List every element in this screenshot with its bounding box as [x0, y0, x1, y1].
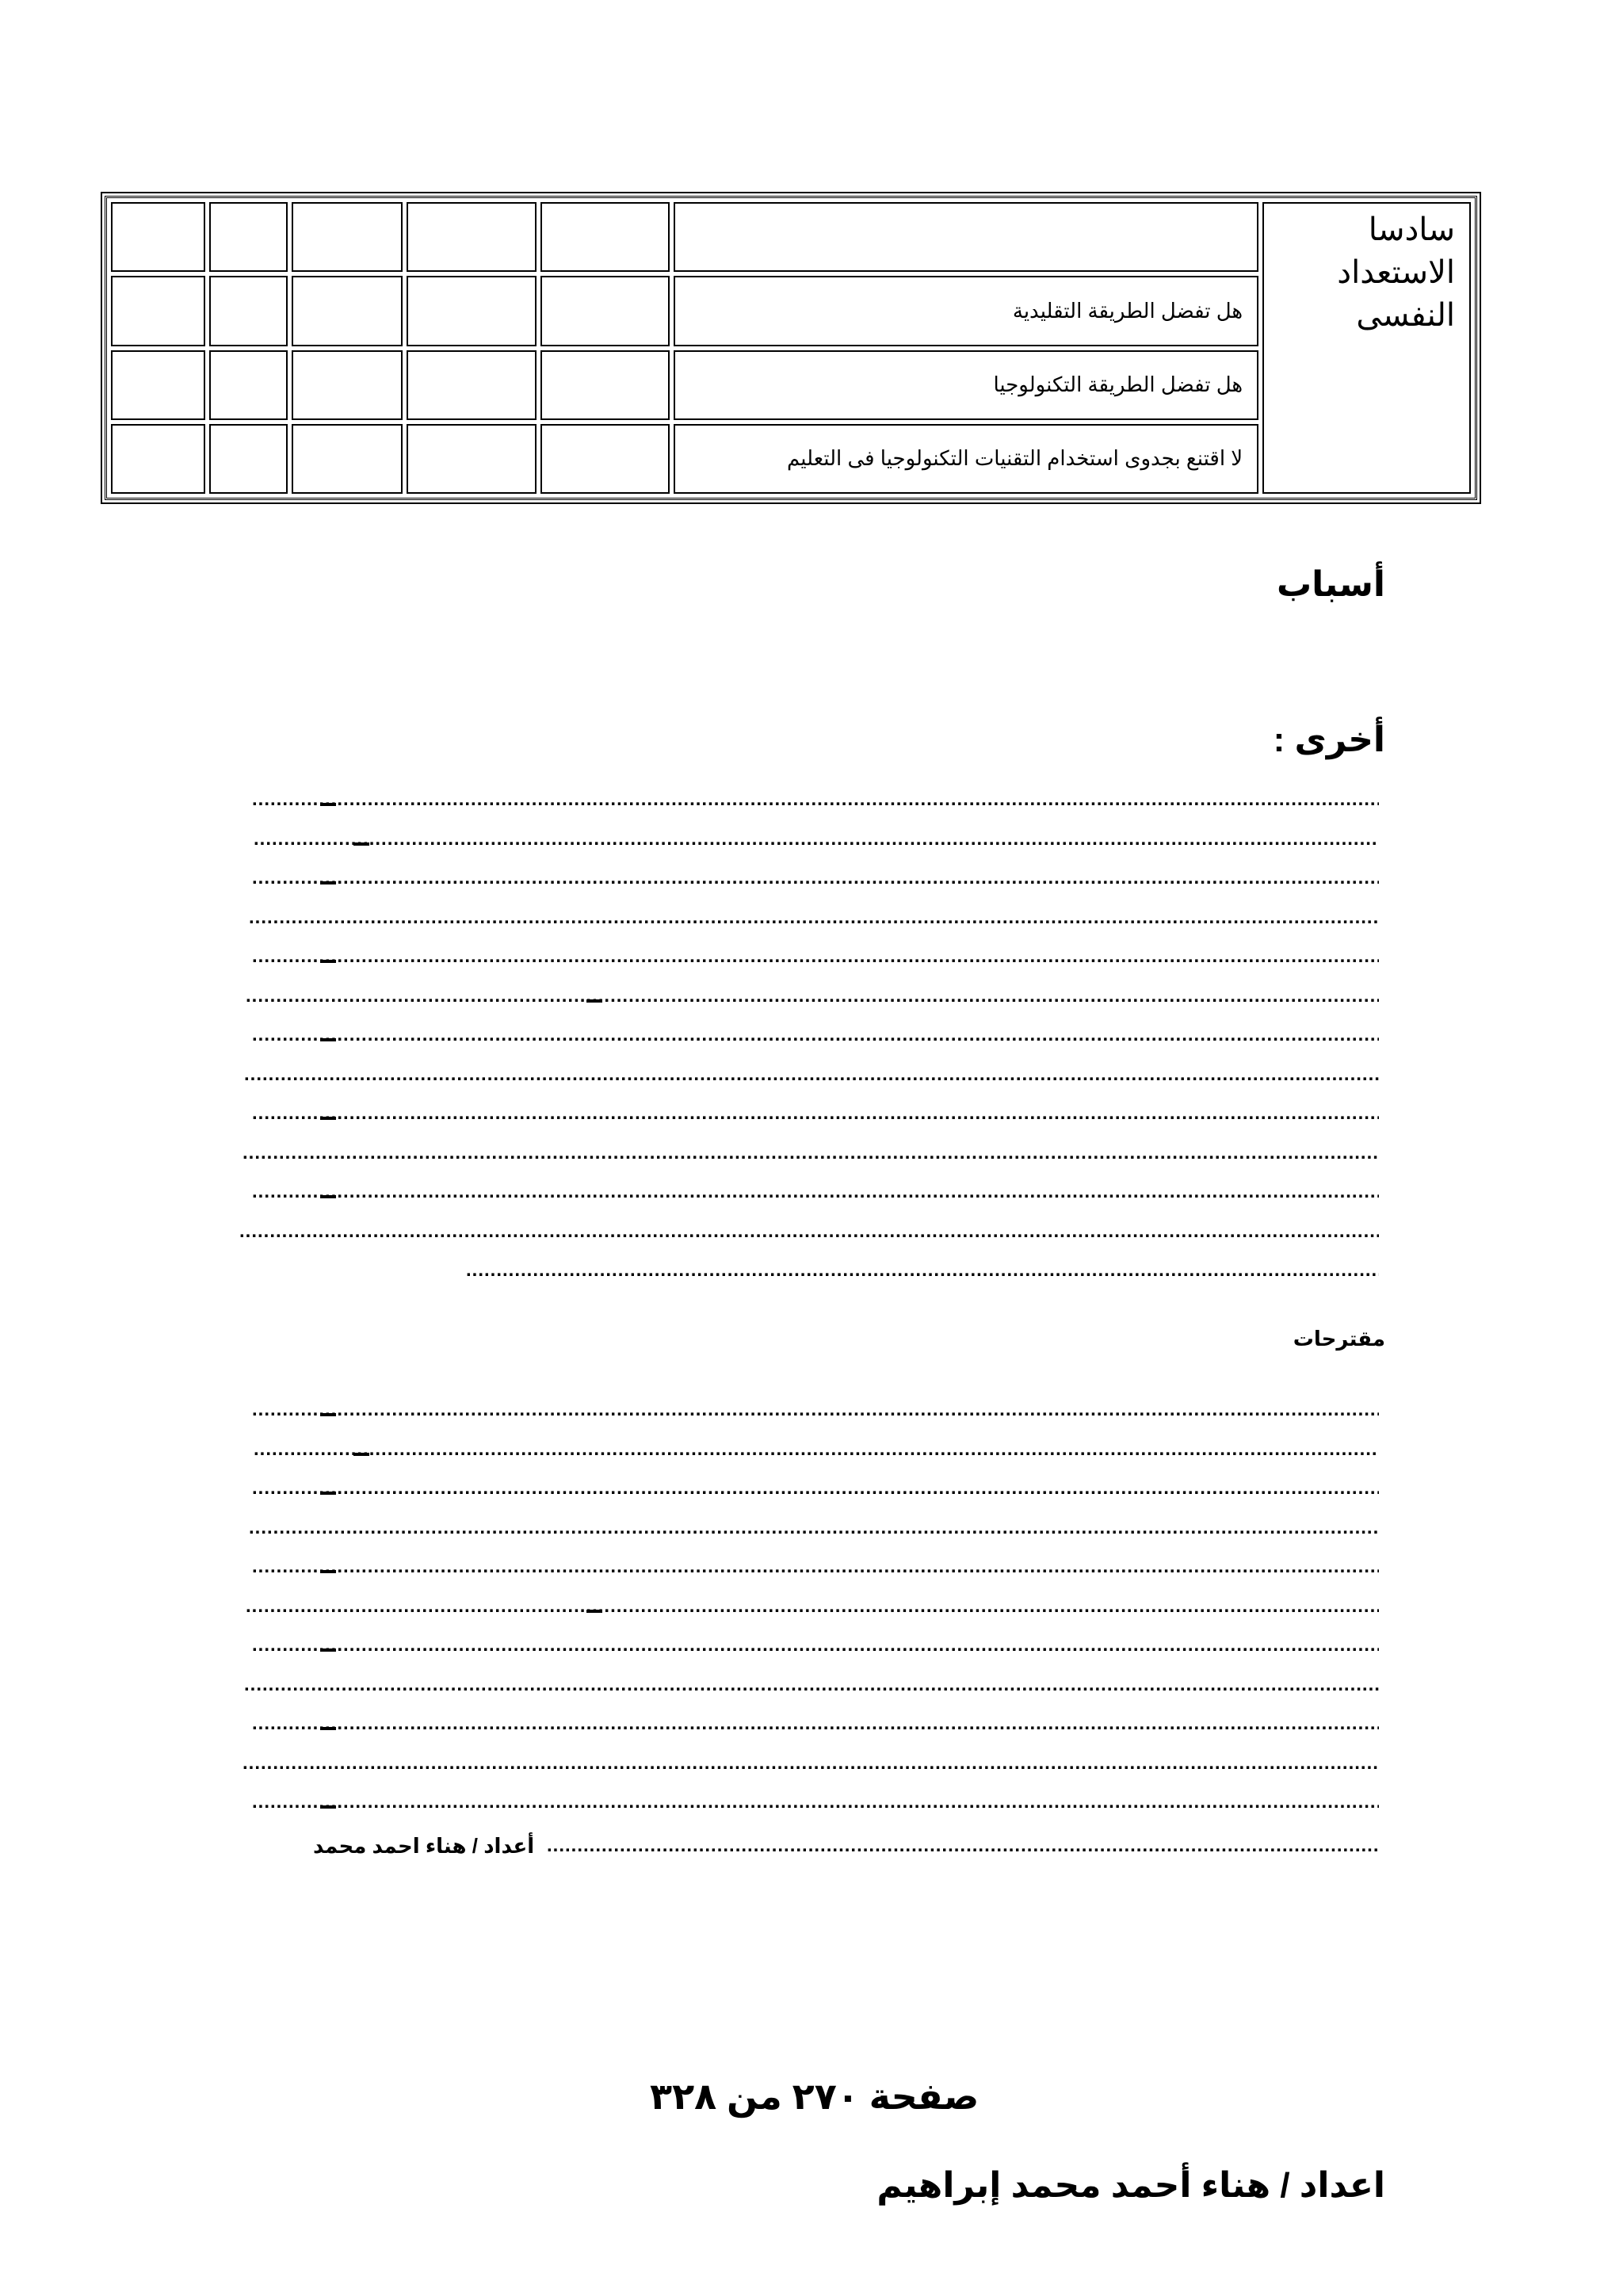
author-line: اعداد / هناء أحمد محمد إبراهيم — [876, 2166, 1385, 2205]
line-dash-mark — [353, 1453, 369, 1456]
question-cell: لا اقتنع بجدوى استخدام التقنيات التكنولوجيا فى التعليم — [674, 424, 1258, 494]
reasons-dotted-line[interactable] — [249, 907, 1379, 928]
rating-cell[interactable] — [540, 350, 670, 420]
line-dash-mark — [353, 842, 369, 846]
signature-text: أعداد / هناء احمد محمد — [313, 1834, 535, 1858]
suggestions-dotted-line[interactable] — [244, 1675, 1379, 1695]
reasons-dotted-line[interactable] — [252, 1025, 1379, 1045]
reasons-dotted-line[interactable] — [252, 946, 1379, 967]
table-row — [111, 202, 1471, 272]
reasons-dotted-line[interactable] — [466, 1260, 1379, 1281]
rating-cell[interactable] — [209, 424, 288, 494]
line-dash-mark — [586, 999, 602, 1003]
rating-cell[interactable] — [407, 202, 537, 272]
rating-cell[interactable] — [540, 424, 670, 494]
section-title-line: سادسا — [1368, 212, 1455, 247]
rating-cell[interactable] — [111, 424, 205, 494]
reasons-title-line1: أسباب — [1276, 565, 1385, 604]
suggestions-dotted-line[interactable] — [252, 1400, 1379, 1420]
rating-cell[interactable] — [540, 276, 670, 346]
line-dash-mark — [320, 1038, 336, 1041]
line-dash-mark — [320, 1570, 336, 1573]
suggestions-title: مقترحات — [1293, 1327, 1385, 1350]
suggestions-dotted-line[interactable] — [246, 1596, 1379, 1617]
suggestions-dotted-line[interactable] — [242, 1753, 1379, 1774]
line-dash-mark — [320, 1117, 336, 1120]
signature-dotted-line[interactable] — [547, 1836, 1379, 1856]
rating-cell[interactable] — [292, 350, 402, 420]
reasons-dotted-line[interactable] — [254, 829, 1379, 850]
survey-table — [105, 196, 1477, 500]
line-dash-mark — [320, 881, 336, 884]
line-dash-mark — [320, 1727, 336, 1730]
line-dash-mark — [320, 1413, 336, 1416]
rating-cell[interactable] — [111, 350, 205, 420]
line-dash-mark — [586, 1610, 602, 1613]
suggestions-dotted-line[interactable] — [252, 1557, 1379, 1577]
section-title-line: النفسى — [1356, 298, 1455, 333]
reasons-dotted-line[interactable] — [252, 1182, 1379, 1202]
reasons-dotted-line[interactable] — [244, 1064, 1379, 1085]
reasons-dotted-line[interactable] — [239, 1221, 1379, 1242]
line-dash-mark — [320, 1195, 336, 1198]
rating-cell[interactable] — [407, 350, 537, 420]
question-cell: هل تفضل الطريقة التقليدية — [674, 276, 1258, 346]
suggestions-dotted-line[interactable] — [252, 1478, 1379, 1499]
rating-cell[interactable] — [111, 276, 205, 346]
reasons-dotted-line[interactable] — [252, 868, 1379, 888]
suggestions-dotted-line[interactable] — [252, 1713, 1379, 1734]
rating-cell[interactable] — [407, 424, 537, 494]
line-dash-mark — [320, 1648, 336, 1652]
reasons-dotted-line[interactable] — [246, 986, 1379, 1007]
line-dash-mark — [320, 1492, 336, 1495]
rating-cell[interactable] — [209, 350, 288, 420]
page-number: صفحة ٢٧٠ من ٣٢٨ — [650, 2076, 980, 2117]
rating-cell[interactable] — [111, 202, 205, 272]
suggestions-dotted-line[interactable] — [249, 1518, 1379, 1538]
rating-cell[interactable] — [209, 202, 288, 272]
rating-cell[interactable] — [292, 202, 402, 272]
section-title-line: الاستعداد — [1337, 255, 1455, 290]
rating-cell[interactable] — [209, 276, 288, 346]
suggestions-dotted-line[interactable] — [254, 1439, 1379, 1460]
reasons-dotted-line[interactable] — [252, 789, 1379, 810]
line-dash-mark — [320, 1805, 336, 1809]
suggestions-dotted-line[interactable] — [252, 1635, 1379, 1656]
line-dash-mark — [320, 803, 336, 806]
question-cell: هل تفضل الطريقة التكنولوجيا — [674, 350, 1258, 420]
rating-cell[interactable] — [292, 276, 402, 346]
line-dash-mark — [320, 960, 336, 963]
question-cell — [674, 202, 1258, 272]
rating-cell[interactable] — [292, 424, 402, 494]
rating-cell[interactable] — [540, 202, 670, 272]
reasons-dotted-line[interactable] — [242, 1143, 1379, 1163]
reasons-dotted-line[interactable] — [252, 1103, 1379, 1124]
rating-cell[interactable] — [407, 276, 537, 346]
suggestions-dotted-line[interactable] — [252, 1792, 1379, 1813]
reasons-title-line2: أخرى : — [1273, 720, 1385, 759]
section-title-cell — [1262, 202, 1471, 494]
